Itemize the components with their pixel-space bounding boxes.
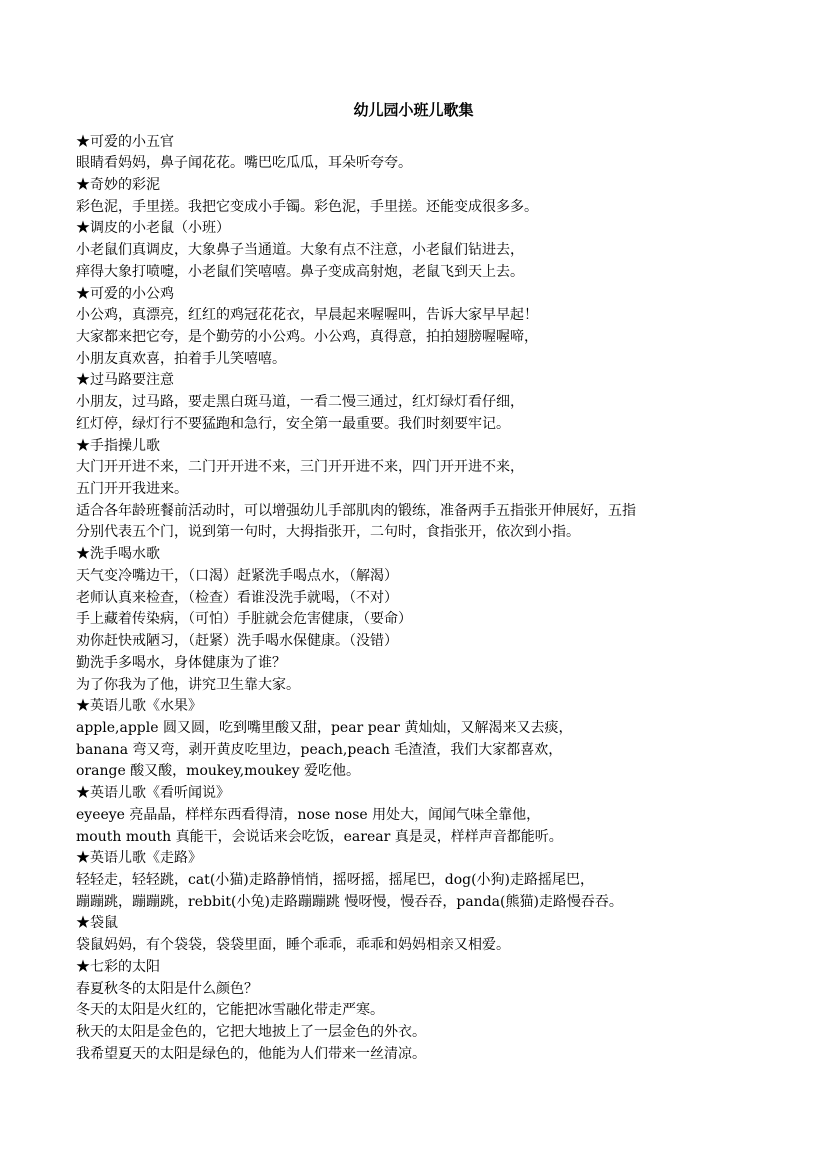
text-line: 小朋友，过马路，要走黑白斑马道，一看二慢三通过，红灯绿灯看仔细， <box>76 394 524 411</box>
text-line: 小公鸡，真漂亮，红红的鸡冠花花衣，早晨起来喔喔叫，告诉大家早早起！ <box>76 307 538 324</box>
text-line: 彩色泥，手里搓。我把它变成小手镯。彩色泥，手里搓。还能变成很多多。 <box>76 198 538 215</box>
text-line: 分别代表五个门，说到第一句时，大拇指张开，二句时，食指张开，依次到小指。 <box>76 524 580 541</box>
text-line: apple,apple 圆又圆，吃到嘴里酸又甜，pear pear 黄灿灿，又解渴来又去痰， <box>76 719 573 736</box>
section-heading: ★七彩的太阳 <box>76 958 160 975</box>
text-line: 劝你赶快戒陋习，（赶紧）洗手喝水保健康。（没错） <box>76 633 398 650</box>
text-line: 老师认真来检查，（检查）看谁没洗手就喝，（不对） <box>76 589 398 606</box>
text-line: 手上藏着传染病，（可怕）手脏就会危害健康，（要命） <box>76 611 412 628</box>
text-line: 袋鼠妈妈，有个袋袋，袋袋里面，睡个乖乖，乖乖和妈妈相亲又相爱。 <box>76 937 510 954</box>
text-line: mouth mouth 真能干，会说话来会吃饭，earear 真是灵，样样声音都能听。 <box>76 828 563 845</box>
text-line: 小朋友真欢喜，拍着手儿笑嘻嘻。 <box>76 350 286 367</box>
section-heading: ★英语儿歌《水果》 <box>76 698 202 715</box>
section-heading: ★洗手喝水歌 <box>76 546 160 563</box>
text-line: orange 酸又酸，moukey,moukey 爱吃他。 <box>76 763 361 780</box>
text-line: 五门开开我进来。 <box>76 481 188 498</box>
text-line: 红灯停，绿灯行不要猛跑和急行，安全第一最重要。我们时刻要牢记。 <box>76 415 510 432</box>
text-line: 天气变冷嘴边干，（口渴）赶紧洗手喝点水，（解渴） <box>76 567 398 584</box>
section-heading: ★可爱的小五官 <box>76 133 174 150</box>
text-line: eyeeye 亮晶晶，样样东西看得清，nose nose 用处大，闻闻气味全靠他， <box>76 806 541 823</box>
text-line: 为了你我为了他，讲究卫生靠大家。 <box>76 676 300 693</box>
text-line: 秋天的太阳是金色的，它把大地披上了一层金色的外衣。 <box>76 1024 426 1041</box>
section-heading: ★英语儿歌《看听闻说》 <box>76 785 230 802</box>
text-line: 春夏秋冬的太阳是什么颜色？ <box>76 980 258 997</box>
section-heading: ★奇妙的彩泥 <box>76 176 160 193</box>
section-heading: ★可爱的小公鸡 <box>76 285 174 302</box>
section-heading: ★英语儿歌《走路》 <box>76 850 202 867</box>
text-line: 眼睛看妈妈，鼻子闻花花。嘴巴吃瓜瓜，耳朵听夸夸。 <box>76 155 412 172</box>
document-title: 幼儿园小班儿歌集 <box>353 101 474 119</box>
section-heading: ★过马路要注意 <box>76 372 174 389</box>
text-line: 大门开开进不来，二门开开进不来，三门开开进不来，四门开开进不来， <box>76 459 524 476</box>
text-line: 痒得大象打喷嚏，小老鼠们笑嘻嘻。鼻子变成高射炮，老鼠飞到天上去。 <box>76 263 524 280</box>
text-line: 适合各年龄班餐前活动时，可以增强幼儿手部肌肉的锻练，准备两手五指张开伸展好，五指 <box>76 502 636 519</box>
section-heading: ★袋鼠 <box>76 915 118 932</box>
text-line: banana 弯又弯，剥开黄皮吃里边，peach,peach 毛渣渣，我们大家都喜欢， <box>76 741 563 758</box>
text-line: 小老鼠们真调皮，大象鼻子当通道。大象有点不注意，小老鼠们钻进去， <box>76 242 524 259</box>
text-line: 冬天的太阳是火红的，它能把冰雪融化带走严寒。 <box>76 1002 384 1019</box>
text-line: 大家都来把它夸，是个勤劳的小公鸡。小公鸡，真得意，拍拍翅膀喔喔啼， <box>76 328 538 345</box>
text-line: 勤洗手多喝水，身体健康为了谁？ <box>76 654 286 671</box>
text-line: 我希望夏天的太阳是绿色的，他能为人们带来一丝清凉。 <box>76 1045 426 1062</box>
text-line: 蹦蹦跳，蹦蹦跳，rebbit(小兔)走路蹦蹦跳 慢呀慢，慢吞吞，panda(熊猫)走路慢吞吞。 <box>76 893 623 910</box>
text-line: 轻轻走，轻轻跳，cat(小猫)走路静悄悄，摇呀摇，摇尾巴，dog(小狗)走路摇尾巴， <box>76 871 595 888</box>
section-heading: ★手指操儿歌 <box>76 437 160 454</box>
section-heading: ★调皮的小老鼠（小班） <box>76 220 230 237</box>
